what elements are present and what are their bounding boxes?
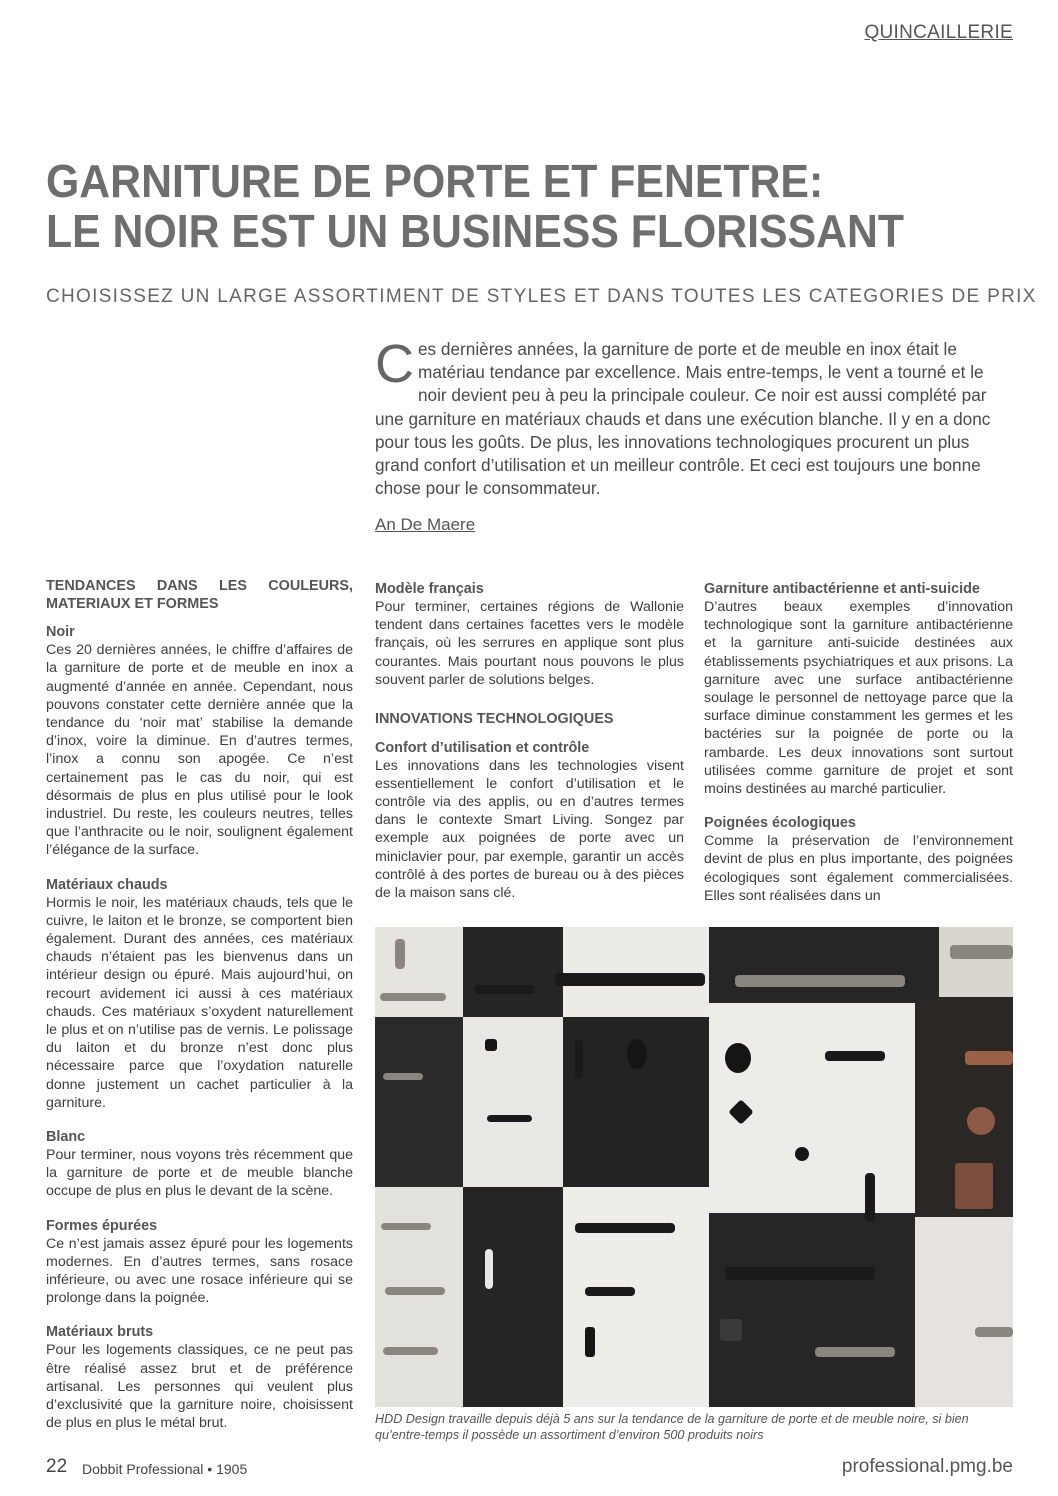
- photo-tile: [563, 1187, 709, 1407]
- subheading-noir: Noir: [46, 624, 75, 641]
- subheading-poignees-ecologiques: Poignées écologiques: [704, 815, 856, 832]
- paragraph-confort: Les innovations dans les technologies visent essentiellement le confort d’utilisation et le contrôle via des applis, ou en d’autres termes dans le contexte Smart Living. Songez par exemple aux poignées de porte avec un miniclavier pour, par exemple, garantir un accès contrôlé à des portes de bureau ou à des pièces de la maison sans clé.: [375, 757, 684, 902]
- door-handle: [383, 1347, 438, 1355]
- door-handle: [575, 1223, 675, 1233]
- subheading-blanc: Blanc: [46, 1129, 86, 1146]
- door-handle: [825, 1051, 885, 1061]
- subheading-formes-epurees: Formes épurées: [46, 1217, 158, 1234]
- rosette: [485, 1039, 497, 1051]
- door-handle: [383, 1073, 423, 1080]
- photo-tile: [375, 1187, 463, 1407]
- photo-caption: HDD Design travaille depuis déjà 5 ans sur la tendance de la garniture de porte et de meuble noire, si bien qu’entre-temps il possède un assortiment d’environ 500 produits noirs: [375, 1412, 969, 1442]
- photo-tile: [563, 927, 709, 1017]
- drop-cap: C: [375, 334, 414, 394]
- subheading-antibacterienne: Garniture antibactérienne et anti-suicide: [704, 581, 980, 597]
- section-heading-innovations: INNOVATIONS TECHNOLOGIQUES: [375, 711, 614, 728]
- paragraph-materiaux-bruts: Pour les logements classiques, ce ne peut pas être réalisé assez brut et de préférence artisanal. Les personnes qui veulent plus d’exclusivité que la garniture noire, choisissent de plus en plus le métal brut.: [46, 1342, 353, 1432]
- article-intro: [375, 334, 1011, 500]
- door-handle: [395, 939, 405, 969]
- door-handle: [815, 1347, 895, 1357]
- door-handle: [975, 1327, 1013, 1337]
- door-handle: [381, 1223, 431, 1230]
- photo-tile: [463, 927, 563, 1017]
- paragraph-formes-epurees: Ce n’est jamais assez épuré pour les logements modernes. En d’autres termes, sans rosace inférieure, ou avec une rosace inférieure qui se prolonge dans la poignée.: [46, 1235, 353, 1307]
- paragraph-noir: Ces 20 dernières années, le chiffre d’affaires de la garniture de porte et de meuble en inox a augmenté d’année en année. Cependant, nous pouvons constater cette dernière année que la tendance du ‘noir mat’ stabilise la demande d’inox, voire la diminue. En d’autres termes, l’inox a connu son apogée. Ce n’est certainement pas le cas du noir, qui est désormais de plus en plus utilisé pour le look industriel. Du reste, les couleurs neutres, telles que l’anthracite ou le noir, soulignent également l’élégance de la surface.: [46, 642, 353, 859]
- text-column-1: [46, 578, 353, 1433]
- article-title: [46, 156, 957, 256]
- subheading-modele-francais: Modèle français: [375, 581, 484, 597]
- title-line-1: GARNITURE DE PORTE ET FENETRE:: [46, 155, 824, 207]
- photo-tile: [709, 1213, 915, 1407]
- subheading-materiaux-chauds: Matériaux chauds: [46, 876, 168, 893]
- rosette: [955, 1163, 993, 1209]
- rosette: [720, 1319, 742, 1341]
- rosette: [585, 1327, 595, 1357]
- door-handle: [380, 993, 446, 1001]
- door-knob: [627, 1039, 647, 1069]
- photo-tile: [463, 1187, 563, 1407]
- section-label: QUINCAILLERIE: [864, 22, 1013, 43]
- website-link[interactable]: professional.pmg.be: [841, 1456, 1013, 1477]
- intro-text: es dernières années, la garniture de porte et de meuble en inox était le matériau tendance par excellence. Mais entre-temps, le vent a tourné et le noir devient peu à peu la principale couleur. Ce noir est aussi complété par une garniture en matériaux chauds et dans une exécution blanche. Il y en a donc pour tous les goûts. De plus, les innovations technologiques procurent un plus grand confort d’utilisation et un meilleur contrôle. Et ceci est toujours une bonne chose pour le consommateur.: [375, 339, 991, 499]
- door-handle: [950, 945, 1013, 959]
- door-handle: [725, 1267, 875, 1280]
- photo-tile: [375, 1017, 463, 1187]
- door-handle: [555, 973, 705, 986]
- article-photo: [375, 927, 1013, 1407]
- door-handle: [735, 975, 905, 987]
- door-handle: [487, 1115, 532, 1122]
- photo-tile: [375, 927, 463, 1017]
- photo-tile: [463, 1017, 563, 1187]
- photo-tile: [915, 1217, 1013, 1407]
- paragraph-blanc: Pour terminer, nous voyons très récemment que la garniture de porte et de meuble blanche occupe de plus en plus le devant de la scène.: [46, 1147, 353, 1200]
- page-number: 22: [46, 1456, 68, 1477]
- paragraph-poignees-ecologiques: Comme la préservation de l’environnement devint de plus en plus importante, des poignées écologiques sont également commercialisées. Elles sont réalisées dans un: [704, 833, 1013, 904]
- door-handle: [865, 1173, 875, 1221]
- article-subtitle: CHOISISSEZ UN LARGE ASSORTIMENT DE STYLES ET DANS TOUTES LES CATEGORIES DE PRIX: [46, 286, 1037, 307]
- door-handle: [965, 1051, 1013, 1065]
- text-column-3: [704, 580, 1013, 905]
- paragraph-materiaux-chauds: Hormis le noir, les matériaux chauds, tels que le cuivre, le laiton et le bronze, se comportent bien également. Durant des années, ces matériaux chauds n’étaient pas les bienvenus dans un intérieur design ou épuré. Mais aujourd’hui, on recourt avidement ici aussi à ces matériaux chauds. Ces matériaux s’oxydent naturellement le plus et on n’utilise pas de vernis. Le polissage du laiton et du bronze n’est donc plus nécessaire parce que l’oxydation naturelle donne justement un cachet particulier à la garniture.: [46, 894, 353, 1111]
- door-handle: [475, 985, 535, 994]
- title-line-2: LE NOIR EST UN BUSINESS FLORISSANT: [46, 205, 905, 257]
- magazine-issue: Dobbit Professional • 1905: [82, 1461, 248, 1477]
- subheading-confort: Confort d’utilisation et contrôle: [375, 739, 590, 756]
- door-handle: [385, 1287, 445, 1295]
- paragraph-modele-francais: Pour terminer, certaines régions de Wallonie tendent dans certaines facettes vers le modèle français, où les serrures en applique sont plus courantes. Mais pourtant nous pouvons le plus souvent parler de solutions belges.: [375, 599, 684, 688]
- paragraph-antibacterienne: D’autres beaux exemples d’innovation technologique sont la garniture antibactérienne et la garniture anti-suicide destinées aux établissements psychiatriques et aux prisons. La garniture avec une surface antibactérienne soulage le personnel de nettoyage parce que la surface diminue constamment les germes et les bactéries sur la poignée de porte ou la rambarde. Les deux innovations sont surtout utilisées comme garniture de projet et sont moins destinées au marché particulier.: [704, 599, 1013, 798]
- door-knob: [725, 1043, 751, 1073]
- subheading-materiaux-bruts: Matériaux bruts: [46, 1324, 154, 1341]
- rosette: [967, 1107, 995, 1135]
- door-handle: [585, 1287, 635, 1296]
- section-heading-tendances: TENDANCES DANS LES COULEURS, MATERIAUX ET FORMES: [46, 578, 353, 612]
- door-knob: [795, 1147, 809, 1161]
- author-link[interactable]: An De Maere: [375, 515, 476, 534]
- door-handle: [485, 1249, 493, 1289]
- door-handle: [575, 1039, 583, 1079]
- text-column-2: [375, 580, 684, 902]
